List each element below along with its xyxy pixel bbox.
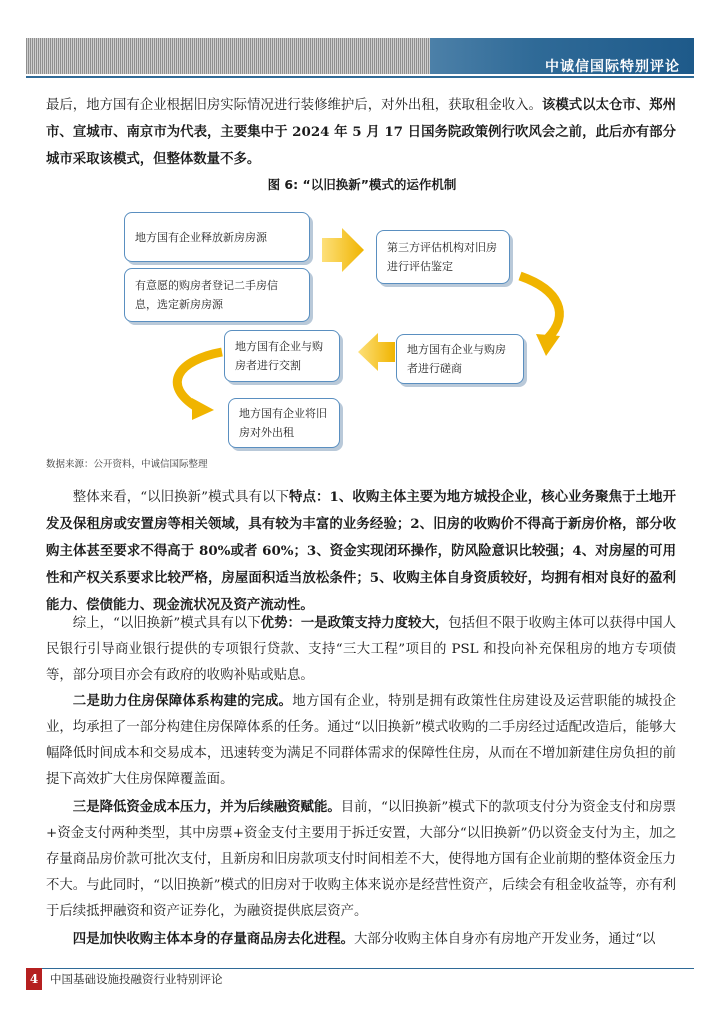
arrow-right-icon [322,228,364,272]
flow-arrows [0,0,724,460]
arrow-left-icon [358,333,395,371]
paragraph-4: 二是助力住房保障体系构建的完成。地方国有企业，特别是拥有政策性住房建设及运营职能的城投企业，均承担了一部分构建住房保障体系的任务。通过“以旧换新”模式收购的二手房经过适配改造后，能够大幅降低时间成本和交易成本，迅速转变为满足不同群体需求的保障性住房，从而在不增加新建住房负担的前提下高效扩大住房保障覆盖面。 [46,693,677,787]
paragraph-3: 综上，“以旧换新”模式具有以下优势：一是政策支持力度较大，包括但不限于收购主体可以获得中国人民银行引导商业银行提供的专项银行贷款、支持“三大工程”项目的 PSL 和投向补充保租房的地方专项债等，部分项目亦会有政府的收购补贴或贴息。 [46,615,677,683]
flow-box-rent-out: 地方国有企业将旧房对外出租 [228,398,340,448]
flow-box-release-housing: 地方国有企业释放新房房源 [124,212,310,262]
curved-arrow-down-right-icon [520,276,559,338]
paragraph-2: 整体来看，“以旧换新”模式具有以下特点：1、收购主体主要为地方城投企业，核心业务聚焦于土地开发及保租房或安置房等相关领域，具有较为丰富的业务经验；2、旧房的收购价不得高于新房价格，部分收购主体甚至要求不得高于 80%或者 60%；3、资金实现闭环操作，防风险意识比较强；4、对房屋的可用性和产权关系要求比较严格，房屋面积适当放松条件；5、收购主体自身资质较好，均拥有相对良好的盈利能力、偿债能力、现金流状况及资产流动性。 [46,489,676,613]
flow-box-negotiation: 地方国有企业与购房者进行磋商 [396,334,524,384]
flow-box-handover: 地方国有企业与购房者进行交割 [224,330,340,382]
figure-source: 数据来源：公开资料，中诚信国际整理 [46,459,208,470]
paragraph-1-text: 最后，地方国有企业根据旧房实际情况进行装修维护后，对外出租，获取租金收入。 [46,98,542,113]
header-title: 中诚信国际特别评论 [545,59,680,75]
flow-box-appraisal: 第三方评估机构对旧房进行评估鉴定 [376,230,510,284]
curved-arrow-down-left-icon [177,352,222,408]
flow-box-register-secondhand: 有意愿的购房者登记二手房信息，选定新房房源 [124,268,310,322]
page-number-badge: 4 [26,968,42,990]
footer-title: 中国基础设施投融资行业特别评论 [50,972,223,986]
footer-rule [26,968,694,969]
figure-title: 图 6: “以旧换新”模式的运作机制 [267,177,457,192]
paragraph-6: 四是加快收购主体本身的存量商品房去化进程。大部分收购主体自身亦有房地产开发业务，通过“以 [72,931,656,947]
paragraph-5: 三是降低资金成本压力，并为后续融资赋能。目前，“以旧换新”模式下的款项支付分为资金支付和房票+资金支付两种类型，其中房票+资金支付主要用于拆迁安置，大部分“以旧换新”仍以资金支付为主，加之存量商品房价款可批次支付，且新房和旧房款项支付时间相差不大，使得地方国有企业前期的整体资金压力不大。与此同时，“以旧换新”模式的旧房对于收购主体来说亦是经营性资产，后续会有租金收益等，亦有利于后续抵押融资和资产证券化，为融资提供底层资产。 [46,799,676,919]
paragraph-1-bold: 该模式以太仓市、郑州市、宣城市、南京市为代表，主要集中于 2024 年 5 月 17 日国务院政策例行吹风会之前，此后亦有部分城市采取该模式，但整体数量不多。 [46,97,676,167]
